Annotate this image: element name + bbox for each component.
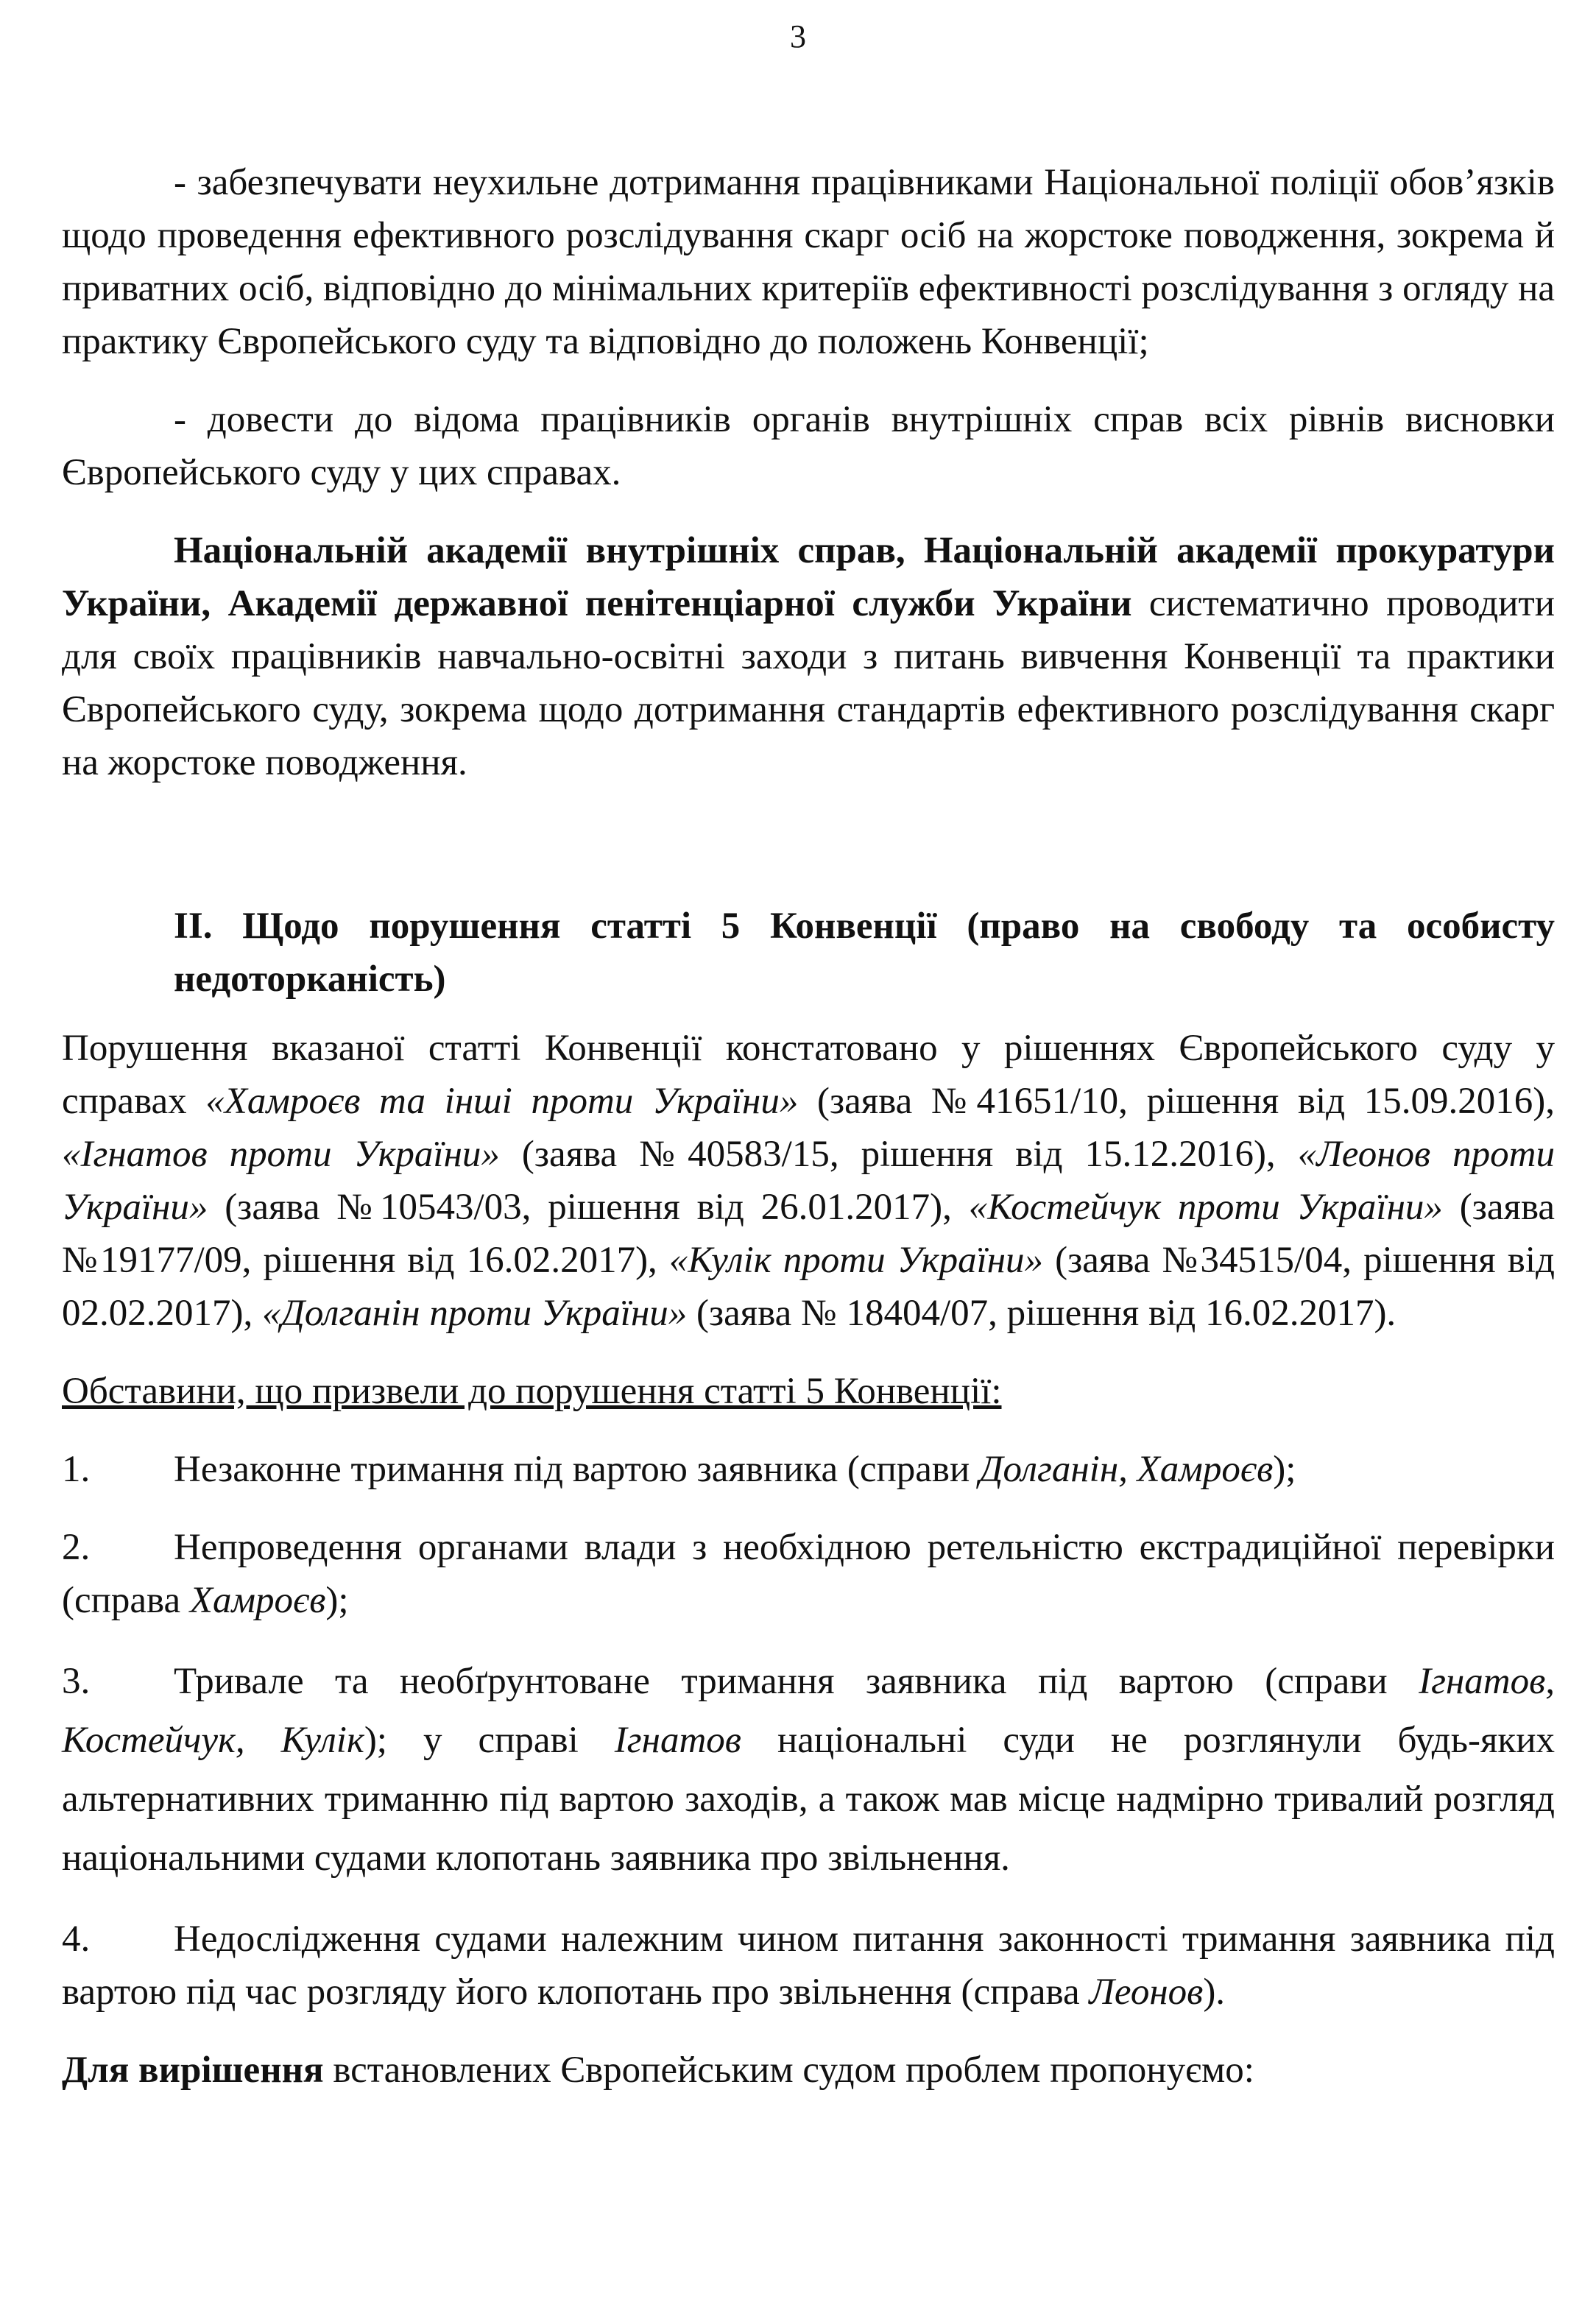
paragraph-inform-staff: - довести до відома працівників органів внутрішніх справ всіх рівнів висновки Європейського суду у цих справах.	[62, 399, 1555, 493]
list-item: 3. Тривале та необґрунтоване тримання заявника під вартою (справи Ігнатов, Костейчук, Кулік); у справі Ігнатов національні суди не розглянули будь-яких альтернативних триманню під вартою заходів, а також мав місце надмірно тривалий розгляд національними судами клопотань заявника про звільнення.	[62, 1661, 1555, 1879]
case-ignatov: «Ігнатов проти України»	[62, 1134, 500, 1175]
section-heading-article-5: ІІ. Щодо порушення статті 5 Конвенції (право на свободу та особисту недоторканість)	[174, 906, 1555, 1000]
academies-instruction: систематично проводити для своїх працівників навчально-освітні заходи з питань вивчення Конвенції та практики Європейського суду, зокрема щодо дотримання стандартів ефективного розслідування скарг на жорстоке поводження.	[62, 583, 1555, 783]
case-kulik: «Кулік проти України»	[668, 1240, 1044, 1281]
list-item: 4. Недослідження судами належним чином питання законності тримання заявника під вартою під час розгляду його клопотань про звільнення (справа Леонов).	[62, 1919, 1555, 2013]
paragraph-proposals-intro: Для вирішення встановлених Європейським судом проблем пропонуємо:	[62, 2050, 1254, 2091]
paragraph-academies	[62, 524, 1555, 789]
academies-names: Національній академії внутрішніх справ, Національній академії прокуратури України, Академії державної пенітенціарної служби України	[62, 530, 1555, 624]
list-item: 1. Незаконне тримання під вартою заявника (справи Долганін, Хамроєв);	[62, 1449, 1296, 1490]
page-number: 3	[790, 18, 806, 54]
case-dolganin: «Долганін проти України»	[261, 1293, 688, 1334]
paragraph-violations-list: Порушення вказаної статті Конвенції констатовано у рішеннях Європейського суду у справах «Хамроєв та інші проти України» (заява №41651/10, рішення від 15.09.2016), «Ігнатов проти України» (заява №40583/15, рішення від 15.12.2016), «Леонов проти України» (заява №10543/03, рішення від 26.01.2017), «Костейчук проти України» (заява №19177/09, рішення від 16.02.2017), «Кулік проти України» (заява №34515/04, рішення від 02.02.2017), «Долганін проти України» (заява № 18404/07, рішення від 16.02.2017).	[62, 1028, 1555, 1334]
paragraph-police-duties: - забезпечувати неухильне дотримання працівниками Національної поліції обов’язків щодо проведення ефективного розслідування скарг осіб на жорстоке поводження, зокрема й приватних осіб, відповідно до мінімальних критеріїв ефективності розслідування з огляду на практику Європейського суду та відповідно до положень Конвенції;	[62, 162, 1555, 362]
circumstances-title: Обставини, що призвели до порушення статті 5 Конвенції:	[62, 1371, 1002, 1412]
case-khamroev: «Хамроєв та інші проти України»	[205, 1081, 799, 1122]
case-leonov: «Леонов проти України»	[62, 1134, 1555, 1228]
case-kosteichuk: «Костейчук проти України»	[968, 1187, 1443, 1228]
list-item: 2. Непроведення органами влади з необхідною ретельністю екстрадиційної перевірки (справа Хамроєв);	[62, 1527, 1555, 1621]
document-body	[62, 156, 1555, 2097]
